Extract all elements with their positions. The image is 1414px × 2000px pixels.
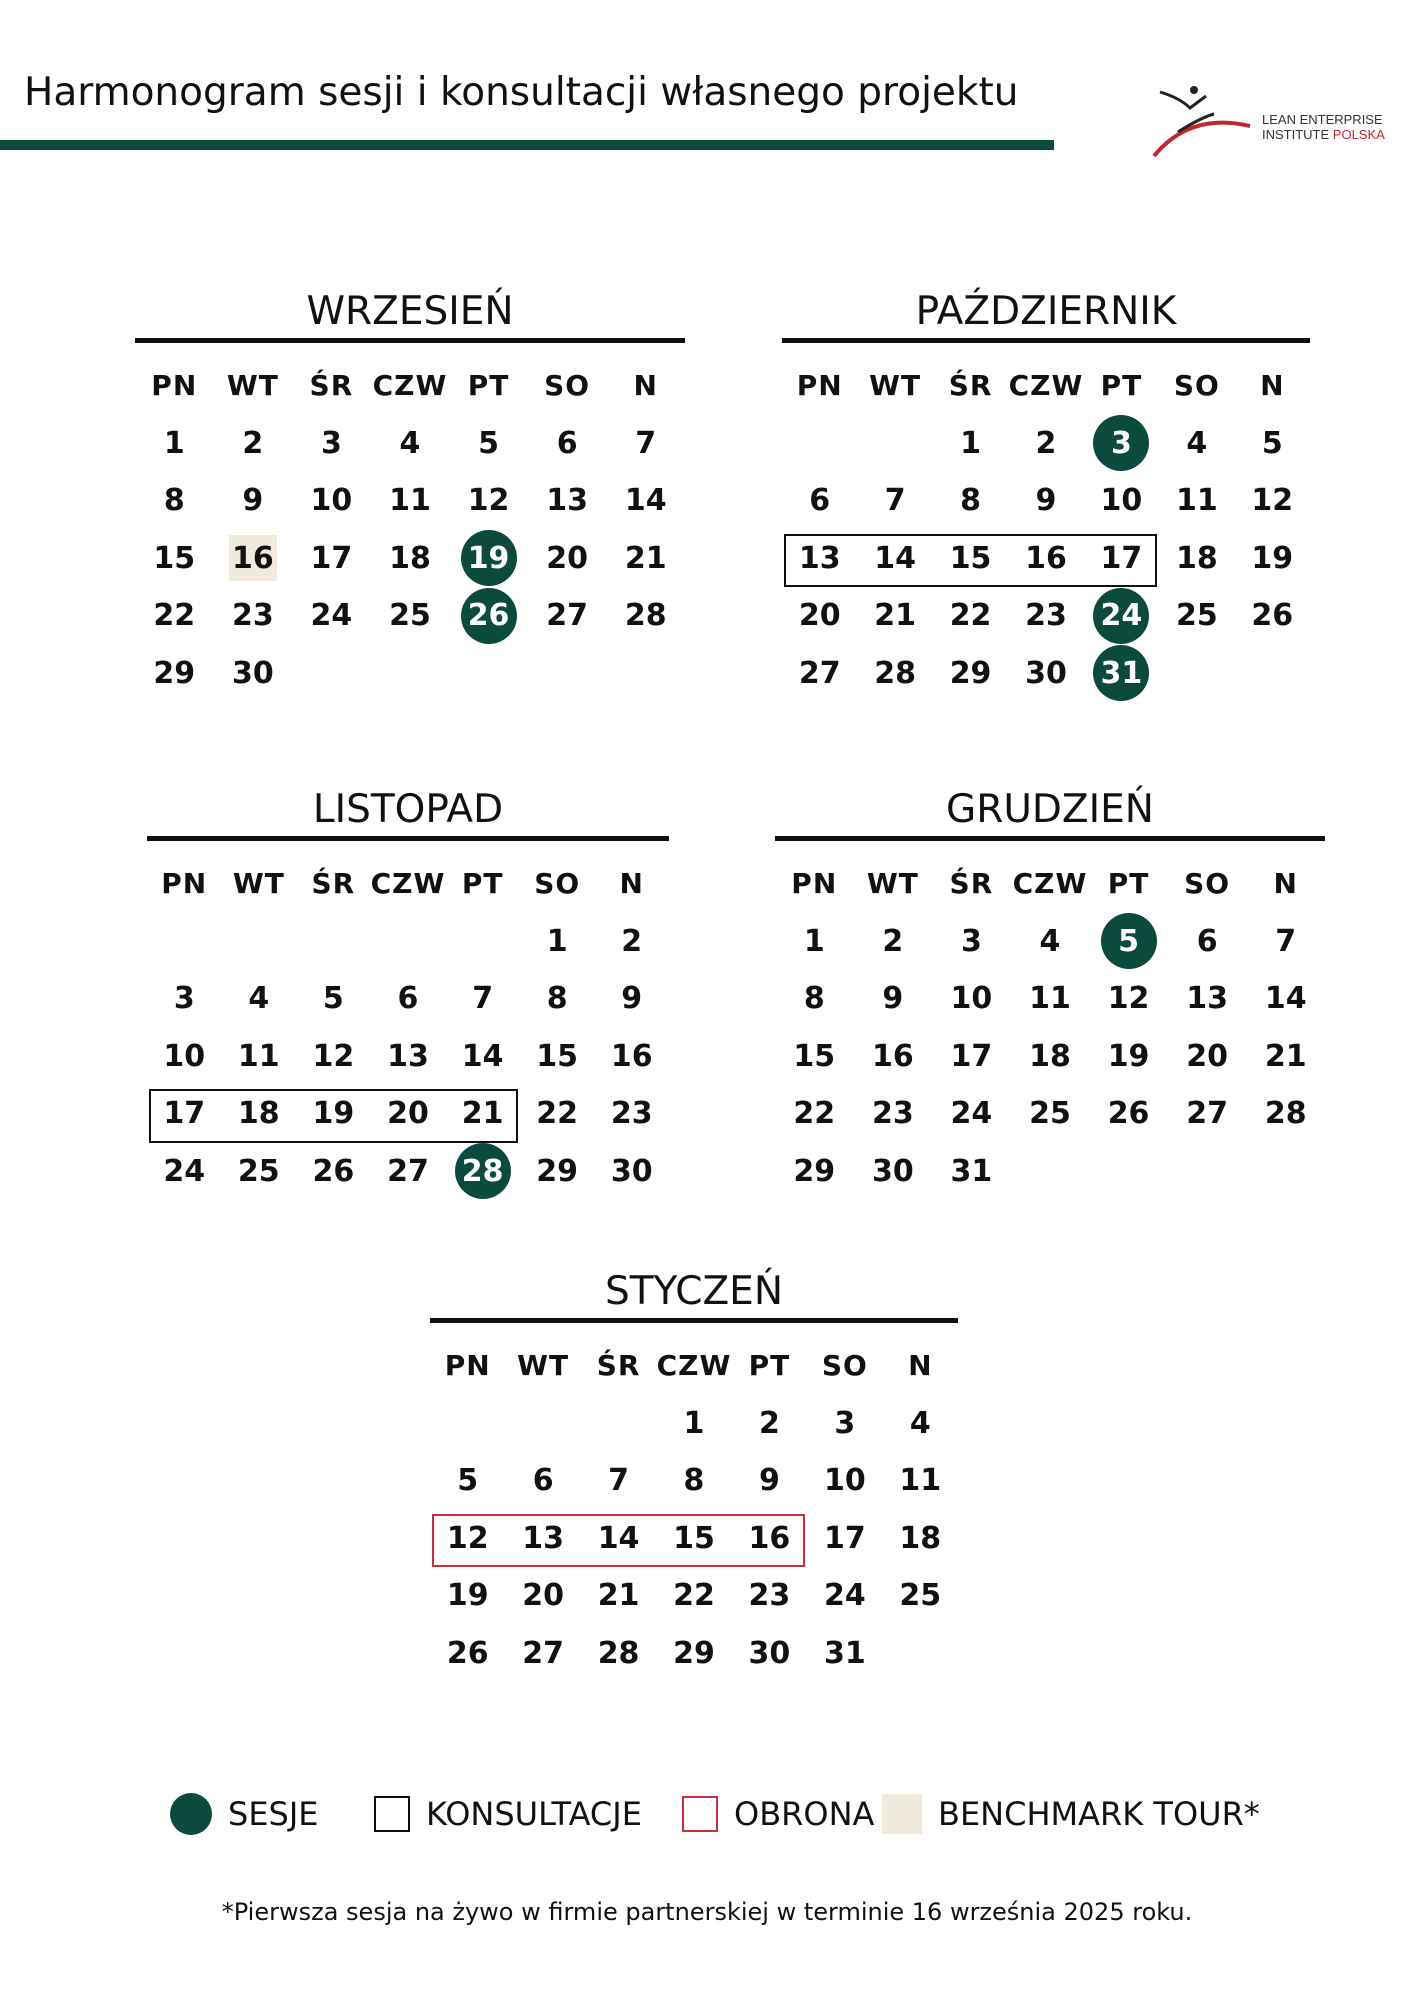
- day-cell: 10: [823, 1463, 866, 1499]
- day-cell: 17: [823, 1520, 866, 1556]
- weekday-header: PT: [1100, 369, 1143, 403]
- month-title: LISTOPAD: [312, 787, 504, 832]
- day-cell: 7: [1275, 923, 1297, 959]
- day-cell: 7: [884, 483, 906, 519]
- logo-line-1: LEAN ENTERPRISE: [1262, 112, 1383, 127]
- weekday-header: PT: [467, 369, 510, 403]
- day-cell: 10: [310, 483, 353, 519]
- day-cell: 15: [673, 1520, 715, 1556]
- day-cell: 29: [673, 1635, 715, 1671]
- weekday-header: PN: [151, 369, 198, 403]
- legend: [170, 1784, 1270, 1844]
- day-cell: 23: [1025, 598, 1067, 634]
- day-cell: 8: [683, 1463, 705, 1499]
- day-cell: 29: [949, 655, 992, 691]
- day-cell: 6: [397, 981, 419, 1017]
- day-cell: 16: [610, 1038, 653, 1074]
- day-cell: 5: [322, 981, 344, 1017]
- weekday-header: PT: [748, 1349, 791, 1383]
- day-cell: 15: [536, 1038, 579, 1074]
- day-cell: 25: [389, 598, 431, 634]
- day-cell: 27: [522, 1635, 564, 1671]
- day-cell: 2: [242, 425, 264, 461]
- day-cell: 15: [793, 1038, 836, 1074]
- day-cell: 27: [387, 1153, 429, 1189]
- day-cell-session: 3: [1084, 415, 1159, 473]
- month-title: STYCZEŃ: [604, 1269, 784, 1314]
- weekday-header: WT: [232, 867, 285, 901]
- day-cell: 20: [1186, 1038, 1228, 1074]
- defense-box-icon: [682, 1796, 718, 1832]
- month-title: PAŹDZIERNIK: [915, 289, 1177, 334]
- day-cell: 26: [312, 1153, 355, 1189]
- day-cell: 25: [237, 1153, 280, 1189]
- day-cell: 5: [478, 425, 499, 461]
- day-cell: 7: [635, 425, 657, 461]
- legend-label: SESJE: [228, 1795, 319, 1833]
- day-cell: 21: [874, 598, 916, 634]
- day-cell: 8: [803, 981, 825, 1017]
- day-cell: 9: [1035, 483, 1057, 519]
- day-cell: 22: [536, 1096, 579, 1132]
- weekday-header: WT: [866, 867, 919, 901]
- day-cell: 28: [874, 655, 916, 691]
- logo-institute: INSTITUTE: [1262, 127, 1333, 142]
- day-cell: 18: [389, 540, 431, 576]
- day-cell: 30: [748, 1635, 791, 1671]
- day-cell: 25: [899, 1578, 942, 1614]
- day-cell: 15: [949, 540, 992, 576]
- day-cell: 13: [798, 540, 841, 576]
- day-cell: 14: [874, 540, 916, 576]
- day-cell: 30: [231, 655, 274, 691]
- month-october: [782, 286, 1310, 702]
- day-cell: 30: [610, 1153, 653, 1189]
- day-cell: 9: [882, 981, 904, 1017]
- day-cell: 17: [163, 1096, 206, 1132]
- day-cell: 19: [312, 1096, 355, 1132]
- day-cell: 17: [950, 1038, 993, 1074]
- day-cell-session: 28: [445, 1143, 520, 1201]
- day-cell: 6: [532, 1463, 554, 1499]
- weekday-header: N: [1260, 369, 1285, 403]
- day-cell: 26: [1251, 598, 1294, 634]
- day-cell: 10: [950, 981, 993, 1017]
- logo-polska: POLSKA: [1332, 127, 1385, 142]
- weekday-header: CZW: [370, 867, 446, 901]
- day-cell: 8: [546, 981, 568, 1017]
- month-grid: [135, 357, 685, 702]
- weekday-header: SO: [821, 1349, 868, 1383]
- day-cell: 28: [1264, 1096, 1307, 1132]
- day-cell: 1: [683, 1405, 705, 1441]
- day-cell: 23: [871, 1096, 914, 1132]
- month-december: [775, 784, 1325, 1200]
- day-cell: 28: [624, 598, 667, 634]
- empty-cell: [371, 913, 446, 971]
- day-cell: 3: [320, 425, 342, 461]
- month-grid: [782, 357, 1310, 702]
- legend-benchmark: [882, 1784, 1260, 1844]
- day-cell-session: 31: [1084, 645, 1159, 703]
- day-cell: 30: [871, 1153, 914, 1189]
- day-cell: 30: [1025, 655, 1067, 691]
- day-cell: 8: [163, 483, 185, 519]
- day-cell: 20: [798, 598, 841, 634]
- day-cell: 24: [950, 1096, 993, 1132]
- weekday-header: SO: [544, 369, 591, 403]
- day-cell: 10: [1100, 483, 1143, 519]
- day-cell: 19: [1251, 540, 1294, 576]
- day-cell: 26: [1107, 1096, 1150, 1132]
- day-cell: 31: [950, 1153, 993, 1189]
- day-cell: 8: [960, 483, 981, 519]
- day-cell: 13: [546, 483, 588, 519]
- weekday-header: ŚR: [949, 867, 994, 901]
- day-cell: 20: [546, 540, 588, 576]
- day-cell: 9: [621, 981, 643, 1017]
- empty-cell: [430, 1395, 505, 1453]
- day-cell: 18: [1175, 540, 1218, 576]
- day-cell: 6: [1196, 923, 1218, 959]
- month-november: [147, 784, 669, 1200]
- day-cell: 18: [899, 1520, 942, 1556]
- day-cell: 17: [310, 540, 353, 576]
- day-cell: 25: [1175, 598, 1218, 634]
- day-cell-session: 19: [449, 530, 528, 588]
- empty-cell: [222, 913, 297, 971]
- weekday-header: CZW: [1008, 369, 1084, 403]
- day-cell: 16: [748, 1520, 791, 1556]
- month-january: [430, 1266, 958, 1682]
- month-divider: [135, 338, 685, 343]
- day-cell: 27: [546, 598, 588, 634]
- day-cell: 12: [1107, 981, 1150, 1017]
- empty-cell: [147, 913, 222, 971]
- day-cell: 22: [153, 598, 196, 634]
- day-cell: 13: [1186, 981, 1228, 1017]
- weekday-header: PN: [791, 867, 838, 901]
- consultation-box-icon: [374, 1796, 410, 1832]
- day-cell: 20: [522, 1578, 564, 1614]
- day-cell: 14: [597, 1520, 640, 1556]
- session-circle-icon: [170, 1793, 212, 1835]
- day-cell: 29: [793, 1153, 836, 1189]
- day-cell: 29: [536, 1153, 579, 1189]
- legend-label: BENCHMARK TOUR*: [938, 1795, 1260, 1833]
- logo-line-2: [1262, 127, 1385, 142]
- day-cell: 21: [597, 1578, 640, 1614]
- day-cell: 26: [446, 1635, 489, 1671]
- day-cell: 27: [798, 655, 841, 691]
- day-cell: 12: [312, 1038, 355, 1074]
- day-cell: 4: [909, 1405, 931, 1441]
- title-underline: [0, 140, 1054, 150]
- weekday-header: N: [908, 1349, 933, 1383]
- weekday-header: SO: [1173, 369, 1220, 403]
- day-cell: 25: [1029, 1096, 1071, 1132]
- day-cell-session: 5: [1089, 913, 1168, 971]
- day-cell: 10: [163, 1038, 206, 1074]
- weekday-header: PN: [161, 867, 208, 901]
- day-cell: 29: [153, 655, 196, 691]
- day-cell: 6: [809, 483, 831, 519]
- weekday-header: SO: [1184, 867, 1231, 901]
- day-cell: 3: [173, 981, 195, 1017]
- day-cell: 1: [803, 923, 825, 959]
- day-cell: 2: [758, 1405, 780, 1441]
- day-cell: 22: [949, 598, 992, 634]
- day-cell: 14: [461, 1038, 504, 1074]
- page-title: Harmonogram sesji i konsultacji własnego projektu: [24, 70, 1019, 115]
- month-september: [135, 286, 685, 702]
- day-cell: 17: [1100, 540, 1143, 576]
- month-divider: [147, 836, 669, 841]
- day-cell: 21: [624, 540, 667, 576]
- day-cell: 9: [242, 483, 264, 519]
- day-cell: 23: [610, 1096, 653, 1132]
- day-cell: 13: [387, 1038, 429, 1074]
- day-cell: 27: [1186, 1096, 1228, 1132]
- day-cell: 19: [446, 1578, 489, 1614]
- month-grid: [147, 855, 669, 1200]
- day-cell: 11: [237, 1038, 280, 1074]
- day-cell: 1: [163, 425, 185, 461]
- day-cell: 4: [1186, 425, 1208, 461]
- day-cell-benchmark: 16: [214, 530, 293, 588]
- day-cell: 2: [882, 923, 904, 959]
- day-cell: 14: [1264, 981, 1307, 1017]
- weekday-header: CZW: [372, 369, 448, 403]
- empty-cell: [505, 1395, 580, 1453]
- day-cell: 22: [673, 1578, 715, 1614]
- day-cell: 23: [231, 598, 274, 634]
- day-cell: 12: [446, 1520, 489, 1556]
- legend-defense: [682, 1784, 874, 1844]
- day-cell: 18: [1029, 1038, 1071, 1074]
- day-cell: 24: [823, 1578, 866, 1614]
- empty-cell: [581, 1395, 656, 1453]
- day-cell: 11: [389, 483, 431, 519]
- day-cell: 1: [960, 425, 981, 461]
- day-cell: 3: [834, 1405, 856, 1441]
- day-cell: 7: [608, 1463, 629, 1499]
- weekday-header: CZW: [656, 1349, 732, 1383]
- day-cell: 21: [1264, 1038, 1307, 1074]
- day-cell: 18: [237, 1096, 280, 1132]
- month-grid: [775, 855, 1325, 1200]
- day-cell: 11: [1175, 483, 1218, 519]
- empty-cell: [445, 913, 520, 971]
- day-cell: 4: [399, 425, 421, 461]
- day-cell: 15: [153, 540, 196, 576]
- day-cell: 2: [621, 923, 643, 959]
- day-cell: 9: [758, 1463, 780, 1499]
- day-cell: 12: [1251, 483, 1294, 519]
- day-cell: 4: [248, 981, 270, 1017]
- weekday-header: PT: [1107, 867, 1150, 901]
- month-divider: [782, 338, 1310, 343]
- weekday-header: PN: [444, 1349, 491, 1383]
- weekday-header: N: [633, 369, 658, 403]
- day-cell: 6: [556, 425, 578, 461]
- month-title: GRUDZIEŃ: [946, 787, 1154, 832]
- month-title: WRZESIEŃ: [306, 289, 514, 334]
- logo-text: [1262, 112, 1385, 142]
- legend-sessions: [170, 1784, 319, 1844]
- lean-institute-logo: [1150, 82, 1390, 162]
- day-cell: 3: [960, 923, 982, 959]
- day-cell: 4: [1039, 923, 1061, 959]
- day-cell: 13: [522, 1520, 564, 1556]
- weekday-header: ŚR: [309, 369, 354, 403]
- day-cell: 5: [1261, 425, 1283, 461]
- month-grid: [430, 1337, 958, 1682]
- weekday-header: ŚR: [311, 867, 356, 901]
- day-cell: 24: [163, 1153, 206, 1189]
- day-cell-session: 24: [1084, 587, 1159, 645]
- day-cell: 22: [793, 1096, 836, 1132]
- day-cell: 23: [748, 1578, 791, 1614]
- footnote: *Pierwsza sesja na żywo w firmie partnerskiej w terminie 16 września 2025 roku.: [221, 1898, 1193, 1926]
- day-cell: 11: [1029, 981, 1071, 1017]
- day-cell: 7: [472, 981, 494, 1017]
- day-cell: 24: [310, 598, 353, 634]
- legend-consultations: [374, 1784, 642, 1844]
- weekday-header: N: [619, 867, 644, 901]
- empty-cell: [857, 415, 932, 473]
- day-cell: 2: [1035, 425, 1057, 461]
- weekday-header: WT: [226, 369, 279, 403]
- weekday-header: ŚR: [948, 369, 993, 403]
- day-cell: 31: [823, 1635, 866, 1671]
- day-cell: 20: [387, 1096, 429, 1132]
- weekday-header: WT: [869, 369, 922, 403]
- weekday-header: SO: [534, 867, 581, 901]
- day-cell: 16: [1025, 540, 1067, 576]
- day-cell: 16: [871, 1038, 914, 1074]
- month-divider: [775, 836, 1325, 841]
- legend-label: OBRONA: [734, 1795, 875, 1833]
- weekday-header: N: [1273, 867, 1298, 901]
- day-cell: 14: [624, 483, 667, 519]
- empty-cell: [782, 415, 857, 473]
- day-cell: 11: [899, 1463, 942, 1499]
- benchmark-square-icon: [882, 1794, 922, 1834]
- weekday-header: CZW: [1012, 867, 1088, 901]
- weekday-header: WT: [517, 1349, 570, 1383]
- empty-cell: [296, 913, 371, 971]
- day-cell: 12: [467, 483, 510, 519]
- weekday-header: PT: [461, 867, 504, 901]
- day-cell: 1: [546, 923, 568, 959]
- day-cell: 19: [1107, 1038, 1150, 1074]
- day-cell: 5: [457, 1463, 479, 1499]
- day-cell: 21: [461, 1096, 504, 1132]
- month-divider: [430, 1318, 958, 1323]
- day-cell: 28: [597, 1635, 640, 1671]
- legend-label: KONSULTACJE: [426, 1795, 642, 1833]
- weekday-header: PN: [796, 369, 843, 403]
- day-cell-session: 26: [449, 587, 528, 645]
- weekday-header: ŚR: [596, 1349, 641, 1383]
